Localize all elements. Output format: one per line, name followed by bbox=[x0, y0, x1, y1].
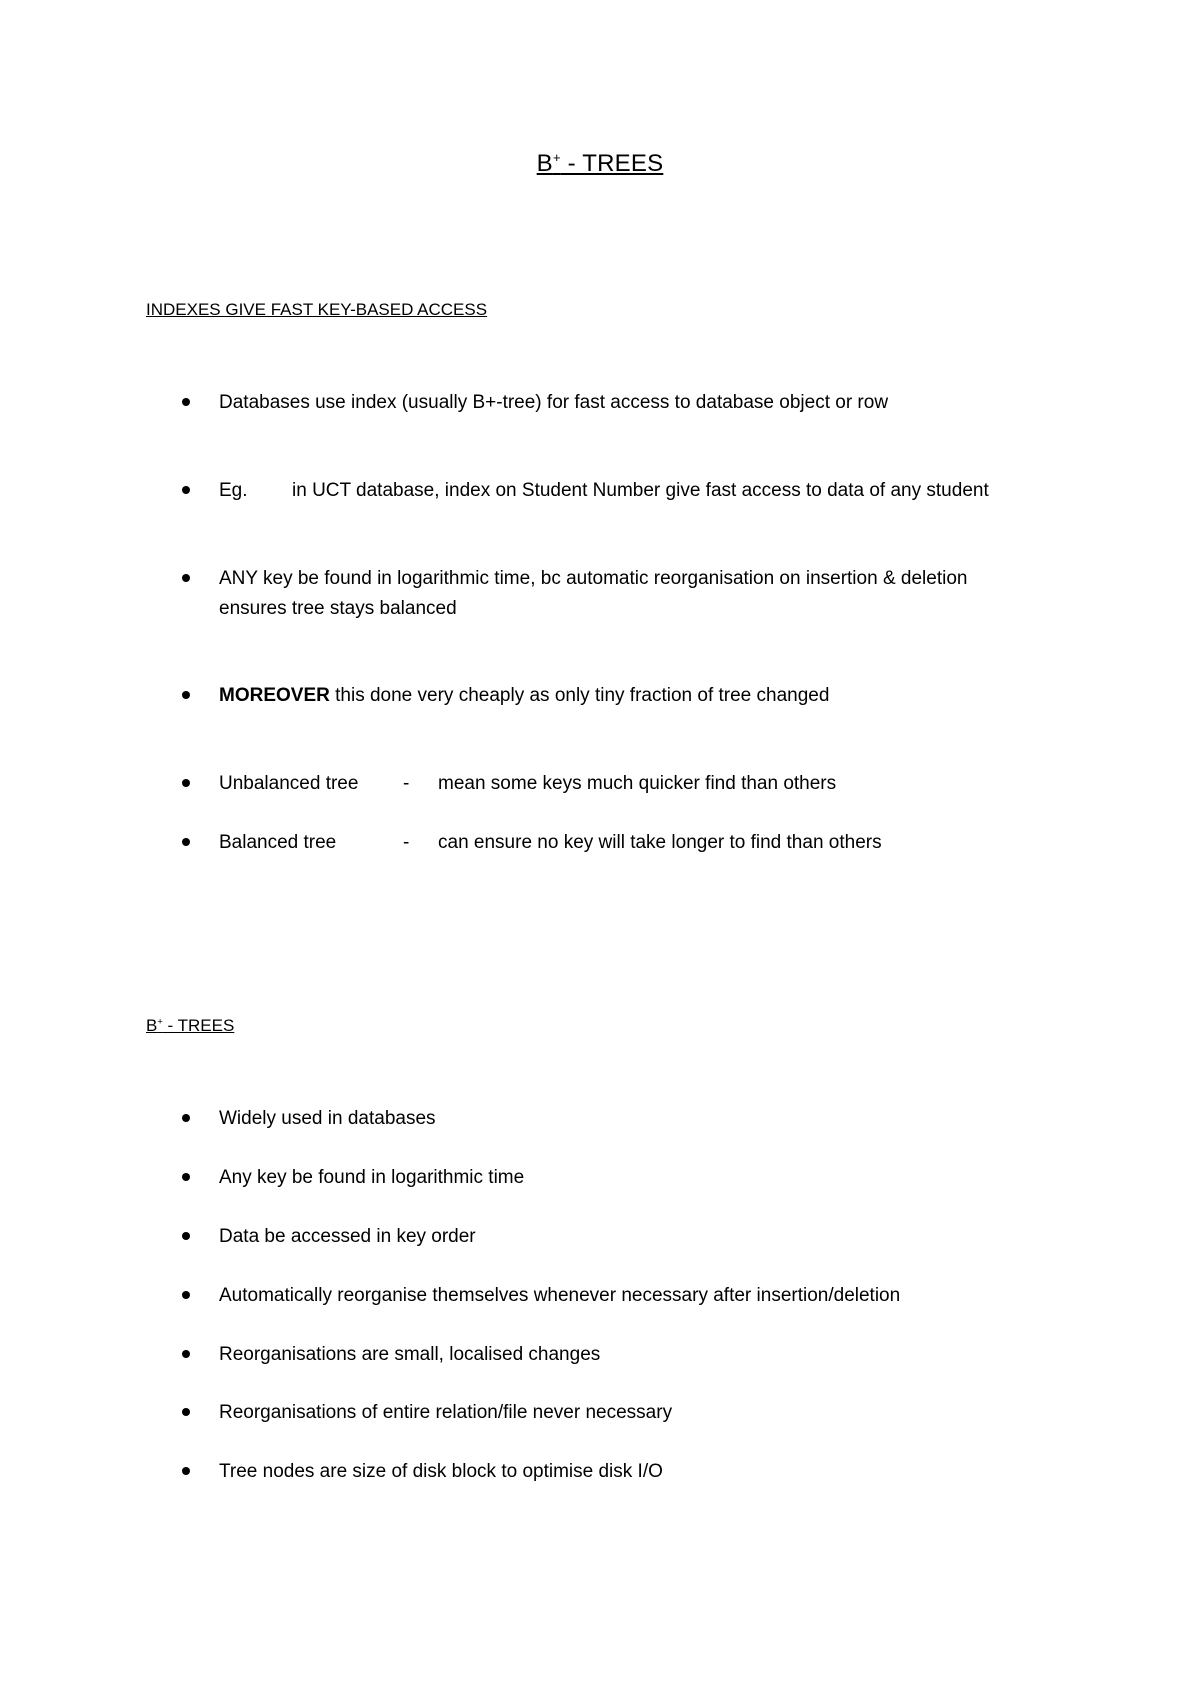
bullet-icon bbox=[182, 574, 190, 582]
list-item-text: Any key be found in logarithmic time bbox=[219, 1167, 525, 1188]
bullet-icon bbox=[182, 779, 190, 787]
section-heading-btrees bbox=[146, 1016, 234, 1036]
example-label: Eg. bbox=[219, 480, 248, 501]
title-rest: - TREES bbox=[560, 150, 664, 177]
bullet-icon bbox=[182, 1173, 190, 1181]
dash-separator: - bbox=[403, 773, 410, 794]
dash-separator: - bbox=[403, 832, 410, 853]
list-item-line-2: ensures tree stays balanced bbox=[219, 598, 457, 619]
list-item-text bbox=[219, 828, 1064, 858]
bullet-icon bbox=[182, 1232, 190, 1240]
bullet-icon bbox=[182, 1350, 190, 1358]
list-item-text: Data be accessed in key order bbox=[219, 1226, 476, 1247]
list-item-text bbox=[219, 769, 1064, 799]
list-item-rest: this done very cheaply as only tiny fraction of tree changed bbox=[329, 685, 830, 706]
bullet-icon bbox=[182, 691, 190, 699]
title-superscript: + bbox=[552, 150, 561, 165]
list-item-line-1: ANY key be found in logarithmic time, bc automatic reorganisation on insertion & deletion bbox=[219, 568, 968, 589]
bullet-icon bbox=[182, 838, 190, 846]
heading-rest: - TREES bbox=[162, 1016, 235, 1035]
list-item-text: Reorganisations of entire relation/file never necessary bbox=[219, 1402, 673, 1423]
heading-main: B bbox=[146, 1016, 158, 1035]
list-item-text: Databases use index (usually B+-tree) for fast access to database object or row bbox=[219, 392, 889, 413]
list-item-text bbox=[219, 476, 1064, 506]
bullet-icon bbox=[182, 1467, 190, 1475]
list-item-text: Reorganisations are small, localised changes bbox=[219, 1344, 601, 1365]
section-heading-indexes: INDEXES GIVE FAST KEY-BASED ACCESS bbox=[146, 300, 488, 319]
term-definition: can ensure no key will take longer to find than others bbox=[438, 832, 882, 853]
list-item-text: Tree nodes are size of disk block to optimise disk I/O bbox=[219, 1461, 663, 1482]
list-item-text bbox=[219, 681, 1064, 711]
bullet-icon bbox=[182, 1114, 190, 1122]
term-definition: mean some keys much quicker find than others bbox=[438, 773, 837, 794]
list-item-text: Automatically reorganise themselves whenever necessary after insertion/deletion bbox=[219, 1285, 901, 1306]
bullet-icon bbox=[182, 1408, 190, 1416]
term-label: Unbalanced tree bbox=[219, 773, 359, 794]
bullet-icon bbox=[182, 398, 190, 406]
list-item-text bbox=[219, 564, 1064, 624]
emphasis-text: MOREOVER bbox=[219, 685, 330, 706]
list-item-text: Widely used in databases bbox=[219, 1108, 436, 1129]
title-main: B bbox=[536, 150, 553, 177]
example-text: in UCT database, index on Student Number give fast access to data of any student bbox=[292, 480, 989, 501]
heading-superscript: + bbox=[157, 1016, 163, 1027]
term-label: Balanced tree bbox=[219, 832, 337, 853]
bullet-icon bbox=[182, 486, 190, 494]
page-title bbox=[0, 150, 1200, 178]
bullet-icon bbox=[182, 1291, 190, 1299]
